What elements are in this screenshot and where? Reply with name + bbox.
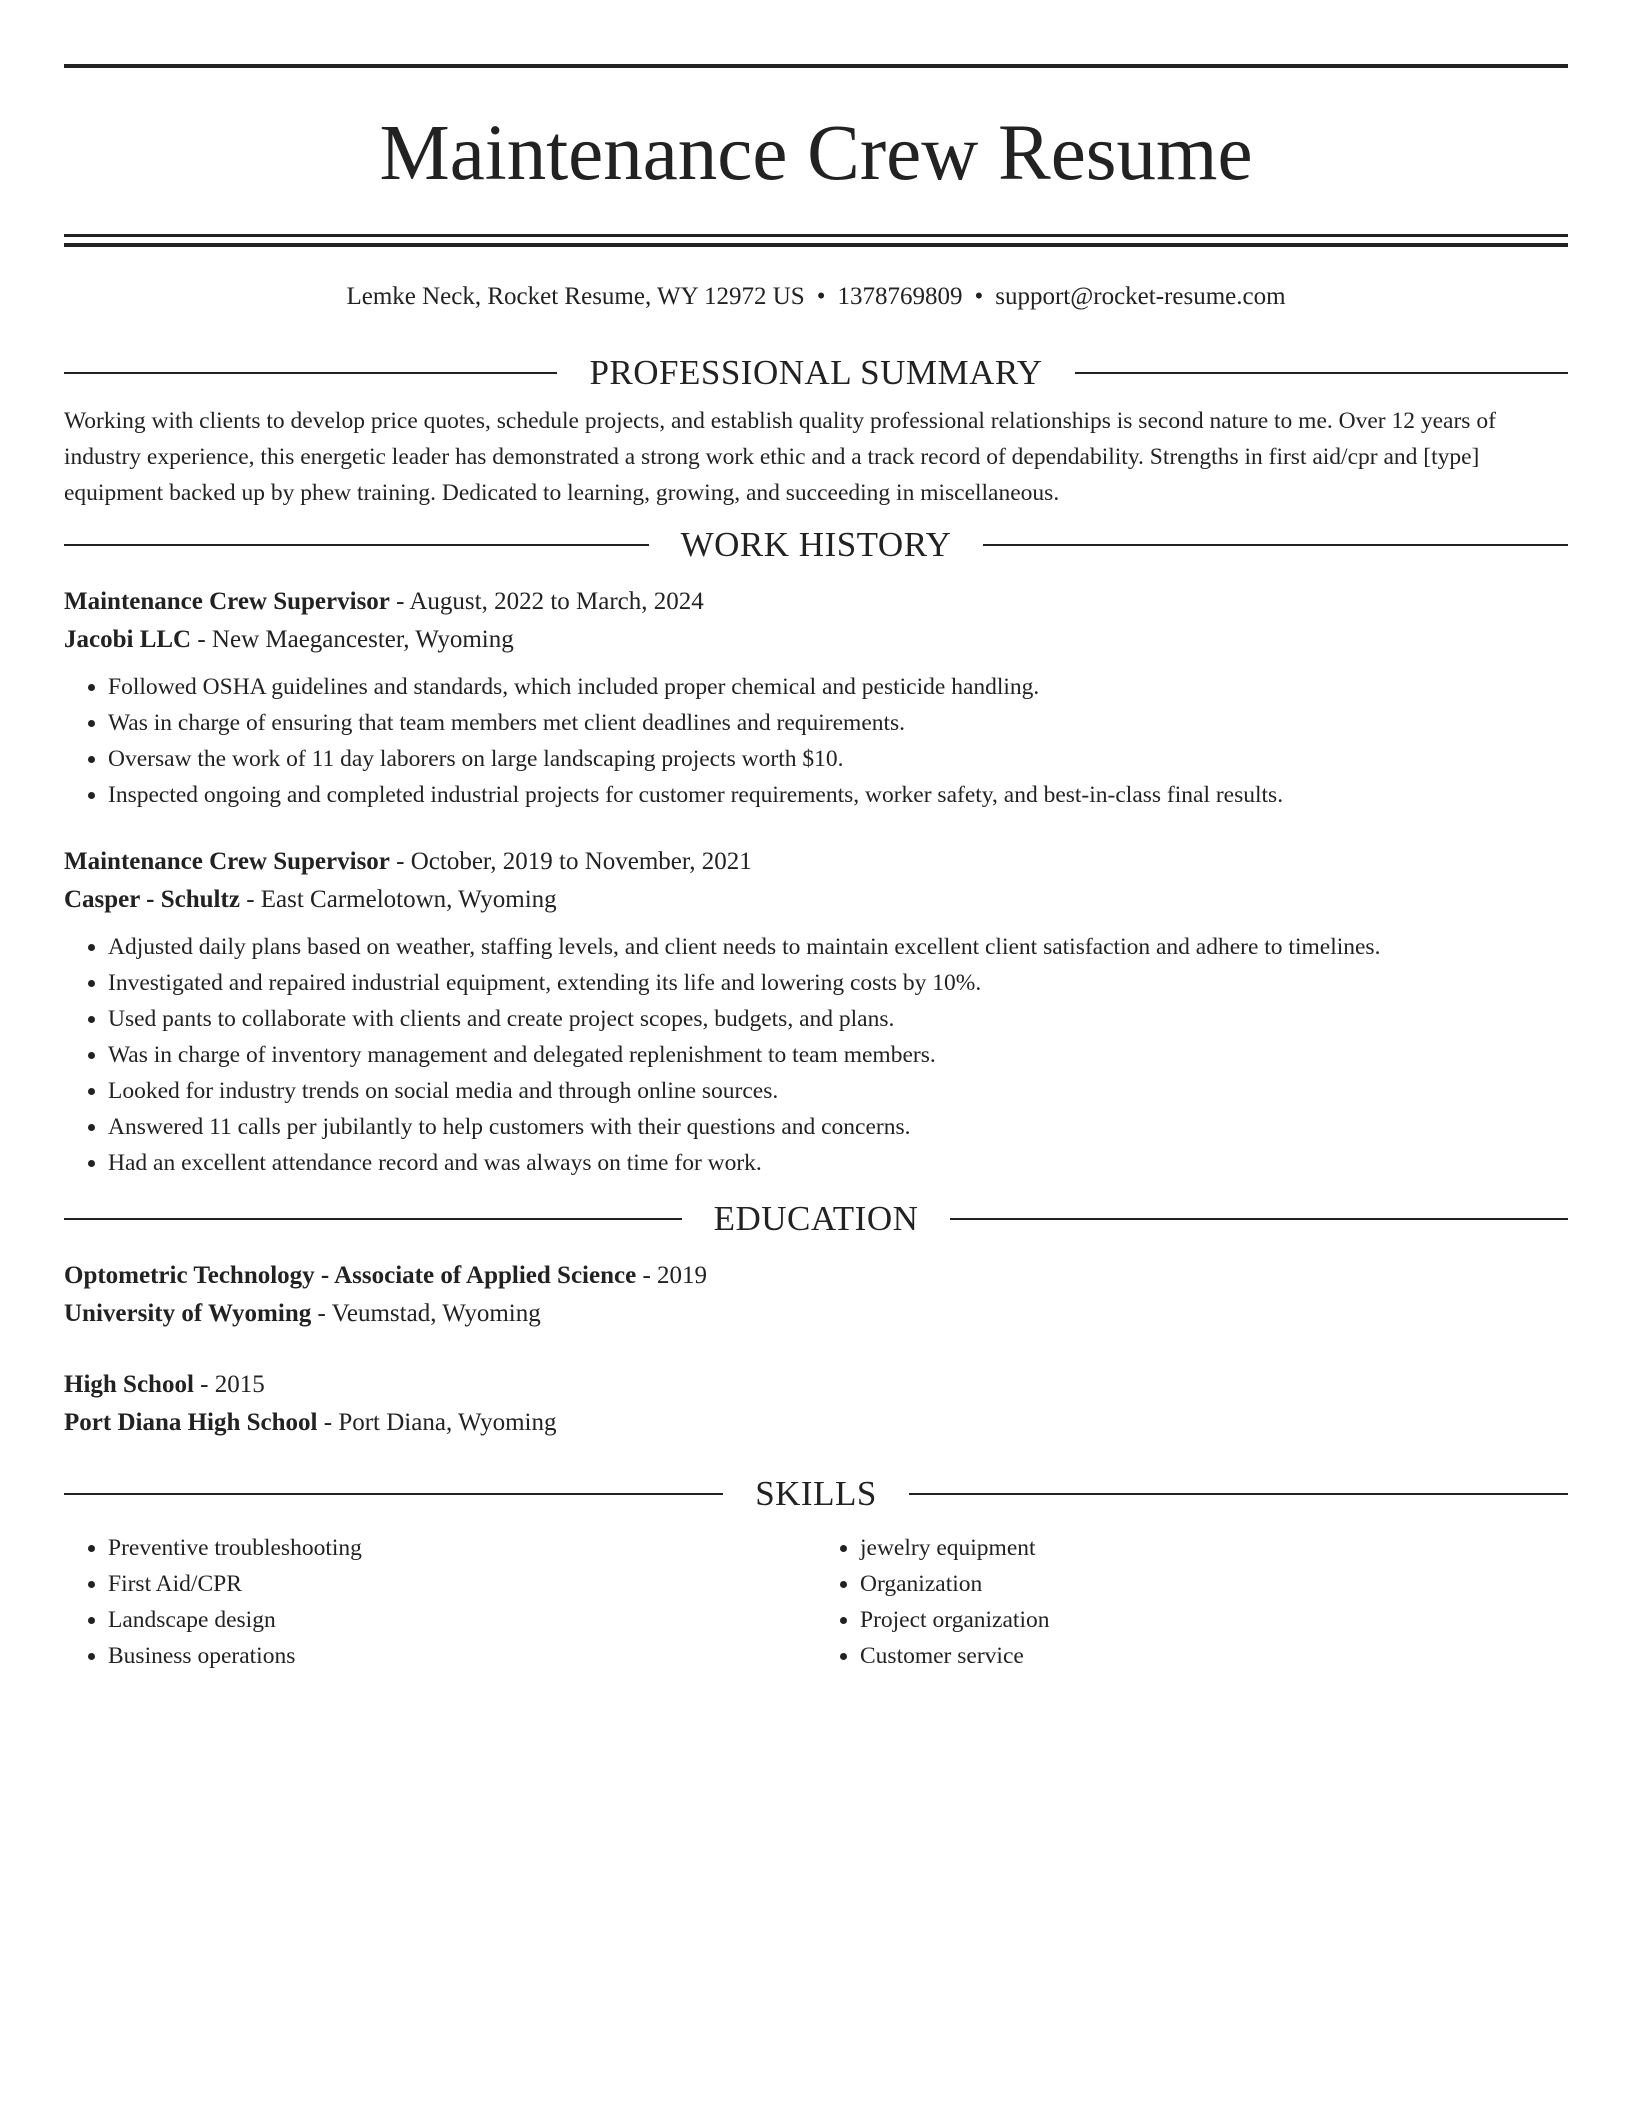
degree: Optometric Technology - Associate of Applied Science <box>64 1262 637 1289</box>
job-company: Casper - Schultz <box>64 886 240 913</box>
contact-email: support@rocket-resume.com <box>995 283 1286 310</box>
education-entry <box>64 1257 1568 1333</box>
heading-rule-right <box>950 1218 1568 1220</box>
graduation-year: - 2015 <box>193 1371 265 1398</box>
job-bullet: • Adjusted daily plans based on weather, staffing levels, and client needs to maintain excellent client satisfaction and adhere to timelines. <box>108 929 1568 965</box>
job-bullets <box>64 669 1568 813</box>
degree-line <box>64 1257 1568 1295</box>
skills-column-right <box>816 1524 1568 1674</box>
skills-column-left <box>64 1524 816 1674</box>
job-location: - East Carmelotown, Wyoming <box>239 886 557 913</box>
job-title: Maintenance Crew Supervisor <box>64 848 390 875</box>
job-title-line <box>64 583 1568 621</box>
job-location: - New Maegancester, Wyoming <box>191 626 514 653</box>
summary-heading <box>64 351 1568 395</box>
top-rule <box>64 64 1568 68</box>
school-line <box>64 1295 1568 1333</box>
job-bullet: • Investigated and repaired industrial equipment, extending its life and lowering costs by 10%. <box>108 965 1568 1001</box>
job-bullets <box>64 929 1568 1181</box>
job-bullet: • Oversaw the work of 11 day laborers on large landscaping projects worth $10. <box>108 741 1568 777</box>
skill-item: • jewelry equipment <box>860 1530 1568 1566</box>
education-entry <box>64 1366 1568 1442</box>
skill-item: • Business operations <box>108 1638 816 1674</box>
skills-heading <box>64 1472 1568 1516</box>
section-title: PROFESSIONAL SUMMARY <box>589 353 1043 392</box>
contact-phone: 1378769809 <box>837 283 963 310</box>
school-location: - Veumstad, Wyoming <box>311 1300 541 1327</box>
degree-line <box>64 1366 1568 1404</box>
section-title: WORK HISTORY <box>680 525 952 564</box>
job-company-line <box>64 881 1568 919</box>
resume-title: Maintenance Crew Resume <box>379 110 1253 197</box>
school-line <box>64 1404 1568 1442</box>
skill-item: • First Aid/CPR <box>108 1566 816 1602</box>
job-bullet: • Answered 11 calls per jubilantly to help customers with their questions and concerns. <box>108 1109 1568 1145</box>
education-heading <box>64 1197 1568 1241</box>
school-location: - Port Diana, Wyoming <box>317 1409 557 1436</box>
job-bullet: • Used pants to collaborate with clients and create project scopes, budgets, and plans. <box>108 1001 1568 1037</box>
job-dates: - October, 2019 to November, 2021 <box>389 848 752 875</box>
job-bullet: • Was in charge of inventory management and delegated replenishment to team members. <box>108 1037 1568 1073</box>
heading-rule-left <box>64 1218 682 1220</box>
work-history-heading <box>64 523 1568 567</box>
job-bullet: • Was in charge of ensuring that team members met client deadlines and requirements. <box>108 705 1568 741</box>
heading-rule-left <box>64 544 649 546</box>
job-company-line <box>64 621 1568 659</box>
job-bullet: • Looked for industry trends on social media and through online sources. <box>108 1073 1568 1109</box>
skills-list <box>816 1530 1568 1674</box>
job-entry <box>64 843 1568 1181</box>
job-title: Maintenance Crew Supervisor <box>64 588 390 615</box>
skill-item: • Preventive troubleshooting <box>108 1530 816 1566</box>
job-company: Jacobi LLC <box>64 626 192 653</box>
summary-text: Working with clients to develop price quotes, schedule projects, and establish quality professional relationships is second nature to me. Over 12 years of industry experience, this energetic leader has demonstrated a strong work ethic and a track record of dependability. Strengths in first aid/cpr and [type] equipment backed up by phew training. Dedicated to learning, growing, and succeeding in miscellaneous. <box>64 408 1496 506</box>
contact-line <box>64 281 1568 313</box>
heading-rule-left <box>64 372 557 374</box>
contact-address: Lemke Neck, Rocket Resume, WY 12972 US <box>346 283 805 310</box>
heading-rule-right <box>983 544 1568 546</box>
contact-separator: • <box>816 283 826 310</box>
job-entry <box>64 583 1568 813</box>
school-name: Port Diana High School <box>64 1409 318 1436</box>
skills-grid <box>64 1524 1568 1674</box>
job-dates: - August, 2022 to March, 2024 <box>389 588 704 615</box>
title-double-rule <box>64 234 1568 247</box>
skill-item: • Landscape design <box>108 1602 816 1638</box>
job-bullet: • Inspected ongoing and completed industrial projects for customer requirements, worker safety, and best-in-class final results. <box>108 777 1568 813</box>
contact-separator: • <box>974 283 984 310</box>
job-bullet: • Had an excellent attendance record and was always on time for work. <box>108 1145 1568 1181</box>
school-name: University of Wyoming <box>64 1300 312 1327</box>
job-title-line <box>64 843 1568 881</box>
section-title: SKILLS <box>755 1474 877 1513</box>
skills-list <box>64 1530 816 1674</box>
section-title: EDUCATION <box>713 1199 919 1238</box>
heading-rule-right <box>909 1493 1568 1495</box>
skill-item: • Customer service <box>860 1638 1568 1674</box>
graduation-year: - 2019 <box>636 1262 708 1289</box>
skill-item: • Project organization <box>860 1602 1568 1638</box>
degree: High School <box>64 1371 194 1398</box>
skill-item: • Organization <box>860 1566 1568 1602</box>
heading-rule-left <box>64 1493 723 1495</box>
job-bullet: • Followed OSHA guidelines and standards, which included proper chemical and pesticide handling. <box>108 669 1568 705</box>
heading-rule-right <box>1075 372 1568 374</box>
